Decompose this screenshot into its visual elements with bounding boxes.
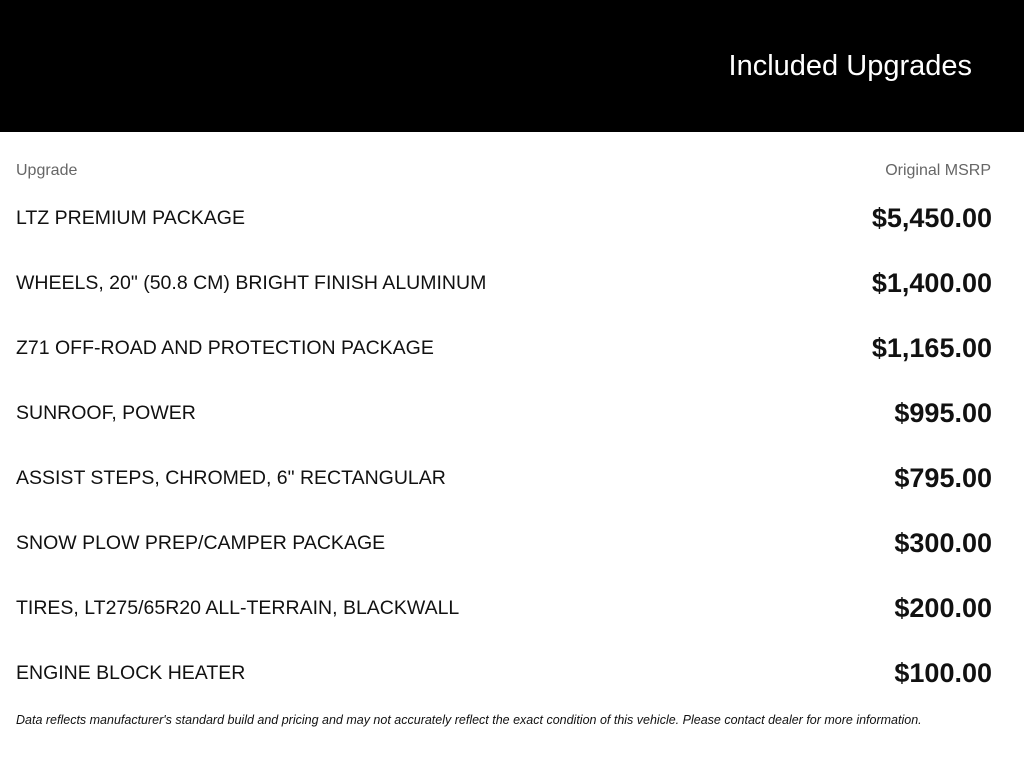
- upgrade-price: $1,400.00: [871, 268, 992, 298]
- table-row: [0, 445, 1024, 510]
- upgrade-name: ENGINE BLOCK HEATER: [16, 662, 246, 684]
- upgrade-name: TIRES, LT275/65R20 ALL-TERRAIN, BLACKWALL: [16, 597, 460, 619]
- upgrade-name: SUNROOF, POWER: [16, 402, 196, 424]
- table-row: [0, 510, 1024, 575]
- table-row: [0, 185, 1024, 250]
- upgrade-price: $300.00: [894, 528, 992, 558]
- upgrade-price: $1,165.00: [871, 333, 992, 363]
- table-row: [0, 575, 1024, 640]
- disclaimer-text: Data reflects manufacturer's standard build and pricing and may not accurately reflect the exact condition of this vehicle. Please contact dealer for more information.: [16, 713, 922, 727]
- column-header-msrp: Original MSRP: [885, 162, 991, 179]
- upgrades-table: [0, 132, 1024, 768]
- upgrade-price: $100.00: [894, 658, 992, 688]
- table-row: [0, 315, 1024, 380]
- upgrade-price: $995.00: [894, 398, 992, 428]
- table-row: [0, 380, 1024, 445]
- upgrade-price: $200.00: [894, 593, 992, 623]
- upgrade-price: $795.00: [894, 463, 992, 493]
- page-title: Included Upgrades: [728, 50, 972, 82]
- table-row: [0, 640, 1024, 705]
- upgrade-name: SNOW PLOW PREP/CAMPER PACKAGE: [16, 532, 386, 554]
- upgrade-rows: [0, 185, 1024, 705]
- upgrade-name: ASSIST STEPS, CHROMED, 6" RECTANGULAR: [16, 467, 446, 489]
- upgrade-price: $5,450.00: [871, 203, 992, 233]
- upgrade-name: Z71 OFF-ROAD AND PROTECTION PACKAGE: [16, 337, 434, 359]
- table-row: [0, 250, 1024, 315]
- upgrade-name: LTZ PREMIUM PACKAGE: [16, 207, 245, 229]
- column-header-upgrade: Upgrade: [16, 162, 78, 179]
- upgrade-name: WHEELS, 20" (50.8 CM) BRIGHT FINISH ALUMINUM: [16, 272, 487, 294]
- header-bar: [0, 0, 1024, 132]
